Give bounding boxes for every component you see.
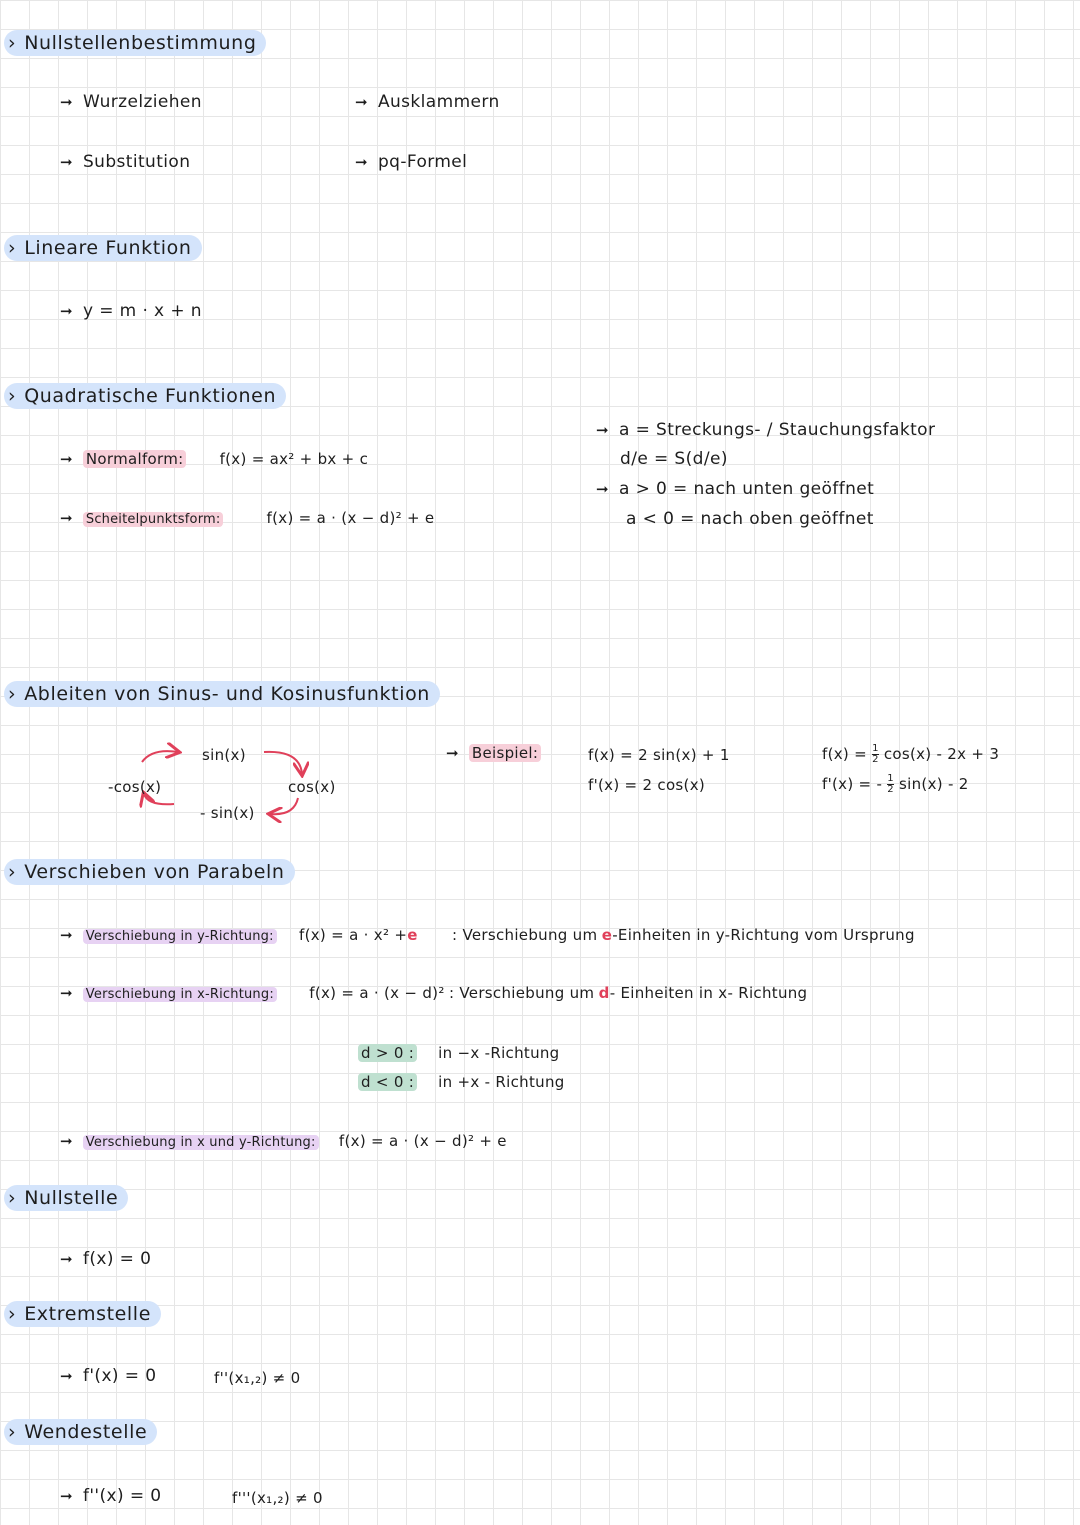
chevron-right-icon: › — [8, 683, 17, 705]
scheitelpunktsform-formula: f(x) = a · (x − d)² + e — [266, 509, 435, 527]
note-text: a = Streckungs- / Stauchungsfaktor — [618, 420, 936, 440]
y-shift-formula: f(x) = a · x² + — [299, 926, 408, 944]
note-a — [596, 420, 935, 440]
section-header-quadratische-funktionen — [4, 383, 286, 409]
arrow-right-icon: ➞ — [60, 984, 73, 1002]
cycle-arrow-1 — [142, 751, 178, 762]
chevron-right-icon: › — [8, 32, 17, 54]
y-shift-desc: : Verschiebung um — [452, 926, 598, 944]
scheitelpunktsform-row — [60, 509, 434, 527]
arrow-right-icon: ➞ — [60, 1487, 73, 1505]
numerator: 1 — [887, 773, 894, 784]
xy-shift-label: Verschiebung in x und y-Richtung: — [83, 1135, 319, 1150]
arrow-right-icon: ➞ — [60, 93, 73, 111]
extremstelle-formula-row — [60, 1366, 156, 1386]
section-header-extremstelle — [4, 1301, 161, 1327]
formula: f'(x) = 0 — [82, 1366, 157, 1386]
x-shift-desc-rest: - Einheiten in x- Richtung — [609, 984, 808, 1002]
x-shift-desc: : Verschiebung um — [448, 984, 595, 1002]
section-title: Quadratische Funktionen — [24, 385, 277, 407]
fraction — [887, 774, 894, 795]
example-label: Beispiel: — [469, 744, 541, 762]
note-a-positive — [596, 479, 874, 499]
d-negative-row — [358, 1073, 565, 1091]
section-title: Lineare Funktion — [24, 237, 192, 259]
section-header-lineare-funktion — [4, 235, 202, 261]
section-title: Wendestelle — [24, 1421, 148, 1443]
cycle-minus-cos: -cos(x) — [108, 778, 162, 796]
arrow-right-icon: ➞ — [355, 153, 368, 171]
y-shift-row — [60, 926, 915, 944]
chevron-right-icon: › — [8, 1303, 17, 1325]
arrow-right-icon: ➞ — [60, 1250, 73, 1268]
section-header-wendestelle — [4, 1419, 157, 1445]
chevron-right-icon: › — [8, 1187, 17, 1209]
wendestelle-formula-row — [60, 1486, 162, 1506]
list-item — [60, 92, 202, 112]
arrow-right-icon: ➞ — [60, 450, 73, 468]
example-1-function: f(x) = 2 sin(x) + 1 — [588, 746, 730, 764]
arrow-right-icon: ➞ — [596, 421, 609, 439]
list-item — [60, 152, 190, 172]
arrow-right-icon: ➞ — [60, 509, 73, 527]
denominator: 2 — [887, 784, 894, 795]
formula: f''(x) = 0 — [82, 1486, 162, 1506]
nullstelle-formula-row — [60, 1249, 151, 1269]
d-positive-text: in −x -Richtung — [438, 1044, 560, 1062]
section-title: Verschieben von Parabeln — [24, 861, 285, 883]
arrow-right-icon: ➞ — [60, 302, 73, 320]
arrow-right-icon: ➞ — [355, 93, 368, 111]
section-header-nullstelle — [4, 1185, 128, 1211]
section-header-nullstellenbestimmung — [4, 30, 266, 56]
example-2-suffix: cos(x) - 2x + 3 — [883, 745, 1000, 763]
chevron-right-icon: › — [8, 1421, 17, 1443]
normalform-label: Normalform: — [83, 450, 187, 468]
note-text: a > 0 = nach unten geöffnet — [618, 479, 875, 499]
arrow-right-icon: ➞ — [60, 1367, 73, 1385]
cycle-cos: cos(x) — [288, 778, 336, 796]
section-title: Ableiten von Sinus- und Kosinusfunktion — [24, 683, 430, 705]
section-header-verschieben — [4, 859, 295, 885]
list-item — [355, 152, 467, 172]
list-item — [355, 92, 500, 112]
list-item — [60, 301, 202, 321]
cycle-sin: sin(x) — [202, 746, 246, 764]
chevron-right-icon: › — [8, 861, 17, 883]
fraction — [872, 744, 879, 765]
note-s: d/e = S(d/e) — [620, 449, 728, 469]
item-text: Wurzelziehen — [82, 92, 202, 112]
numerator: 1 — [872, 743, 879, 754]
chevron-right-icon: › — [8, 237, 17, 259]
xy-shift-row — [60, 1132, 507, 1150]
example-1-derivative: f'(x) = 2 cos(x) — [588, 776, 706, 794]
example-2-prefix: f(x) = — [822, 745, 867, 763]
section-header-ableiten — [4, 681, 440, 707]
cycle-minus-sin: - sin(x) — [200, 804, 255, 822]
cycle-arrow-2 — [264, 752, 302, 774]
example-2-deriv-prefix: f'(x) = - — [822, 775, 883, 793]
y-shift-desc-rest: -Einheiten in y-Richtung vom Ursprung — [612, 926, 915, 944]
section-title: Nullstellenbestimmung — [24, 32, 257, 54]
y-shift-desc-e: e — [601, 926, 613, 944]
example-2-derivative — [822, 774, 969, 795]
arrow-right-icon: ➞ — [60, 926, 73, 944]
d-negative-text: in +x - Richtung — [438, 1073, 565, 1091]
d-positive-label: d > 0 : — [358, 1044, 417, 1062]
y-shift-label: Verschiebung in y-Richtung: — [83, 929, 277, 944]
y-shift-e: e — [407, 926, 418, 944]
xy-shift-formula: f(x) = a · (x − d)² + e — [338, 1132, 507, 1150]
example-label-row — [446, 744, 541, 762]
arrow-right-icon: ➞ — [596, 480, 609, 498]
arrow-right-icon: ➞ — [60, 1132, 73, 1150]
normalform-row — [60, 450, 368, 468]
section-title: Extremstelle — [24, 1303, 151, 1325]
item-text: Ausklammern — [377, 92, 500, 112]
x-shift-row — [60, 984, 807, 1002]
formula: f(x) = 0 — [82, 1249, 152, 1269]
d-negative-label: d < 0 : — [358, 1073, 417, 1091]
item-text: pq-Formel — [377, 152, 468, 172]
normalform-formula: f(x) = ax² + bx + c — [219, 450, 369, 468]
d-positive-row — [358, 1044, 560, 1062]
section-title: Nullstelle — [24, 1187, 119, 1209]
x-shift-desc-d: d — [598, 984, 610, 1002]
arrow-right-icon: ➞ — [60, 153, 73, 171]
example-2-deriv-suffix: sin(x) - 2 — [899, 775, 969, 793]
x-shift-formula: f(x) = a · (x − d)² — [309, 984, 445, 1002]
denominator: 2 — [872, 754, 879, 765]
cycle-arrow-3 — [270, 798, 298, 814]
chevron-right-icon: › — [8, 385, 17, 407]
x-shift-label: Verschiebung in x-Richtung: — [83, 987, 277, 1002]
formula: y = m · x + n — [82, 301, 202, 321]
item-text: Substitution — [82, 152, 191, 172]
extremstelle-condition: f''(x₁,₂) ≠ 0 — [214, 1369, 301, 1387]
note-a-negative: a < 0 = nach oben geöffnet — [626, 509, 874, 529]
scheitelpunktsform-label: Scheitelpunktsform: — [83, 512, 224, 527]
example-2-function — [822, 744, 999, 765]
wendestelle-condition: f'''(x₁,₂) ≠ 0 — [232, 1489, 323, 1507]
arrow-right-icon: ➞ — [446, 744, 459, 762]
